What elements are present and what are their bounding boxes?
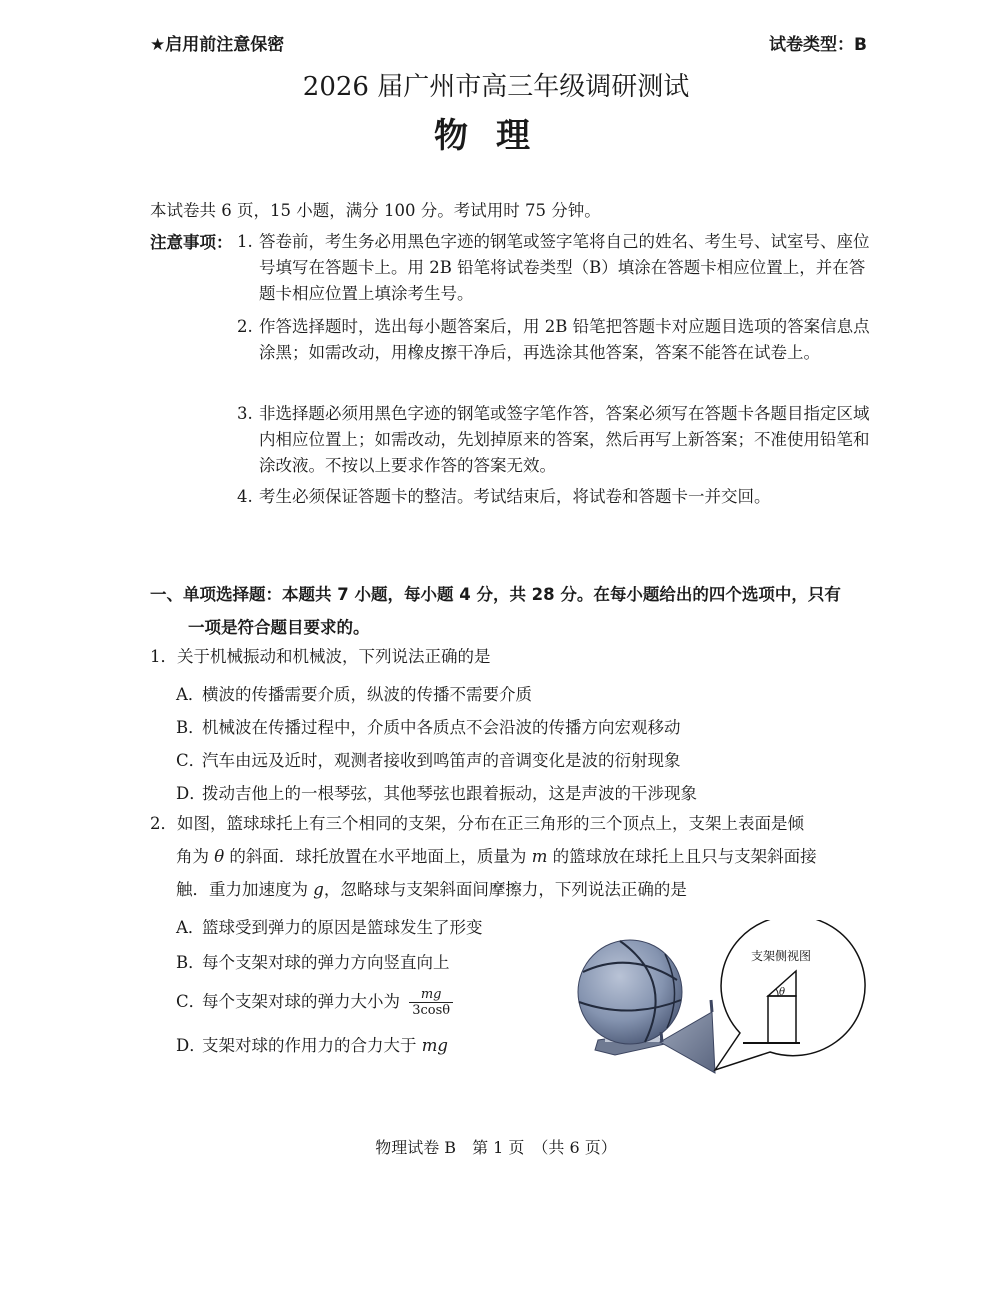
notice-number: 3. bbox=[237, 404, 253, 423]
notice-number: 2. bbox=[237, 317, 253, 336]
question-2-stem-line1: 2．如图，篮球球托上有三个相同的支架，分布在正三角形的三个顶点上，支架上表面是倾 bbox=[150, 814, 804, 833]
option-text: 拨动吉他上的一根琴弦，其他琴弦也跟着振动，这是声波的干涉现象 bbox=[202, 784, 697, 803]
question-2-option-d bbox=[176, 1032, 448, 1056]
option-text: 横波的传播需要介质，纵波的传播不需要介质 bbox=[202, 685, 532, 704]
theta-symbol: θ bbox=[214, 847, 225, 866]
callout-bubble bbox=[715, 920, 865, 1070]
fraction-numerator: mg bbox=[409, 987, 453, 1003]
section-heading-line2: 一项是符合题目要求的。 bbox=[188, 618, 370, 637]
callout-title: 支架侧视图 bbox=[750, 949, 812, 963]
option-text: 机械波在传播过程中，介质中各质点不会沿波的传播方向宏观移动 bbox=[202, 718, 681, 737]
option-text: 篮球受到弹力的原因是篮球发生了形变 bbox=[202, 918, 483, 937]
question-2-option-c bbox=[176, 987, 453, 1018]
exam-title: 2026 届广州市高三年级调研测试 bbox=[302, 72, 690, 102]
angle-label: θ bbox=[779, 987, 786, 998]
page-footer: 物理试卷 B 第 1 页 （共 6 页） bbox=[375, 1138, 617, 1157]
notice-label: 注意事项： bbox=[150, 233, 233, 252]
question-2-option-b bbox=[176, 949, 450, 973]
question-1-option-a bbox=[176, 681, 532, 705]
notice-item bbox=[237, 484, 877, 510]
gravity-symbol: g bbox=[313, 880, 324, 899]
question-1-option-c bbox=[176, 747, 681, 771]
notice-text: 非选择题必须用黑色字迹的钢笔或签字笔作答，答案必须写在答题卡各题目指定区域内相应位置上；如需改动，先划掉原来的答案，然后再写上新答案；不准使用铅笔和涂改液。不按以上要求作答的答案无效。 bbox=[259, 404, 870, 475]
option-label: C． bbox=[176, 751, 206, 770]
option-label: D． bbox=[176, 1036, 206, 1055]
option-text: 支架对球的作用力的合力大于 bbox=[202, 1036, 422, 1055]
notice-text: 答卷前，考生务必用黑色字迹的钢笔或签字笔将自己的姓名、考生号、试室号、座位号填写在答题卡上。用 2B 铅笔将试卷类型（B）填涂在答题卡相应位置上，并在答题卡相应位置上填涂考生号。 bbox=[259, 232, 870, 303]
notice-number: 4. bbox=[237, 487, 253, 506]
subject-title: 物理 bbox=[434, 116, 558, 156]
question-1-option-b bbox=[176, 714, 681, 738]
stem-text: ，忽略球与支架斜面间摩擦力，下列说法正确的是 bbox=[323, 880, 687, 899]
option-label: C． bbox=[176, 992, 206, 1011]
confidential-notice: ★启用前注意保密 bbox=[150, 35, 285, 55]
fraction-mg-over-3cos-theta bbox=[409, 987, 453, 1018]
mass-symbol: m bbox=[531, 847, 548, 866]
notice-item bbox=[237, 401, 877, 479]
basketball-icon bbox=[578, 940, 682, 1044]
question-2-stem-line3 bbox=[150, 873, 880, 906]
stem-text: 角为 bbox=[176, 847, 215, 866]
question-2-option-a bbox=[176, 914, 483, 938]
option-label: A． bbox=[176, 918, 205, 937]
stem-text: 的斜面．球托放置在水平地面上，质量为 bbox=[224, 847, 532, 866]
question-2-stem bbox=[150, 807, 880, 906]
notice-item bbox=[237, 314, 877, 366]
option-math: mg bbox=[421, 1036, 448, 1055]
section-heading bbox=[150, 578, 880, 644]
fraction-denominator: 3cosθ bbox=[412, 1003, 451, 1018]
option-text: 汽车由远及近时，观测者接收到鸣笛声的音调变化是波的衍射现象 bbox=[202, 751, 681, 770]
notice-number: 1. bbox=[237, 232, 253, 251]
question-1-option-d bbox=[176, 780, 697, 804]
stem-text: 触．重力加速度为 bbox=[176, 880, 314, 899]
option-text: 每个支架对球的弹力大小为 bbox=[202, 992, 400, 1011]
basketball-stand-figure bbox=[565, 920, 885, 1090]
figure-svg bbox=[565, 920, 885, 1090]
paper-type: 试卷类型：B bbox=[769, 35, 867, 55]
stem-text: 的篮球放在球托上且只与支架斜面接 bbox=[547, 847, 817, 866]
notice-item bbox=[237, 229, 877, 307]
notice-text: 作答选择题时，选出每小题答案后，用 2B 铅笔把答题卡对应题目选项的答案信息点涂黑；如需改动，用橡皮擦干净后，再选涂其他答案，答案不能答在试卷上。 bbox=[259, 317, 870, 362]
exam-intro: 本试卷共 6 页，15 小题，满分 100 分。考试用时 75 分钟。 bbox=[150, 201, 601, 220]
option-label: B． bbox=[176, 718, 205, 737]
notice-text: 考生必须保证答题卡的整洁。考试结束后，将试卷和答题卡一并交回。 bbox=[259, 487, 771, 506]
option-label: D． bbox=[176, 784, 206, 803]
question-2-stem-line2 bbox=[150, 840, 880, 873]
option-text: 每个支架对球的弹力方向竖直向上 bbox=[202, 953, 450, 972]
section-heading-line1: 一、单项选择题：本题共 7 小题，每小题 4 分，共 28 分。在每小题给出的四个选项中，只有 bbox=[150, 585, 841, 604]
option-label: A． bbox=[176, 685, 205, 704]
option-label: B． bbox=[176, 953, 205, 972]
question-1-stem: 1．关于机械振动和机械波，下列说法正确的是 bbox=[150, 647, 491, 666]
